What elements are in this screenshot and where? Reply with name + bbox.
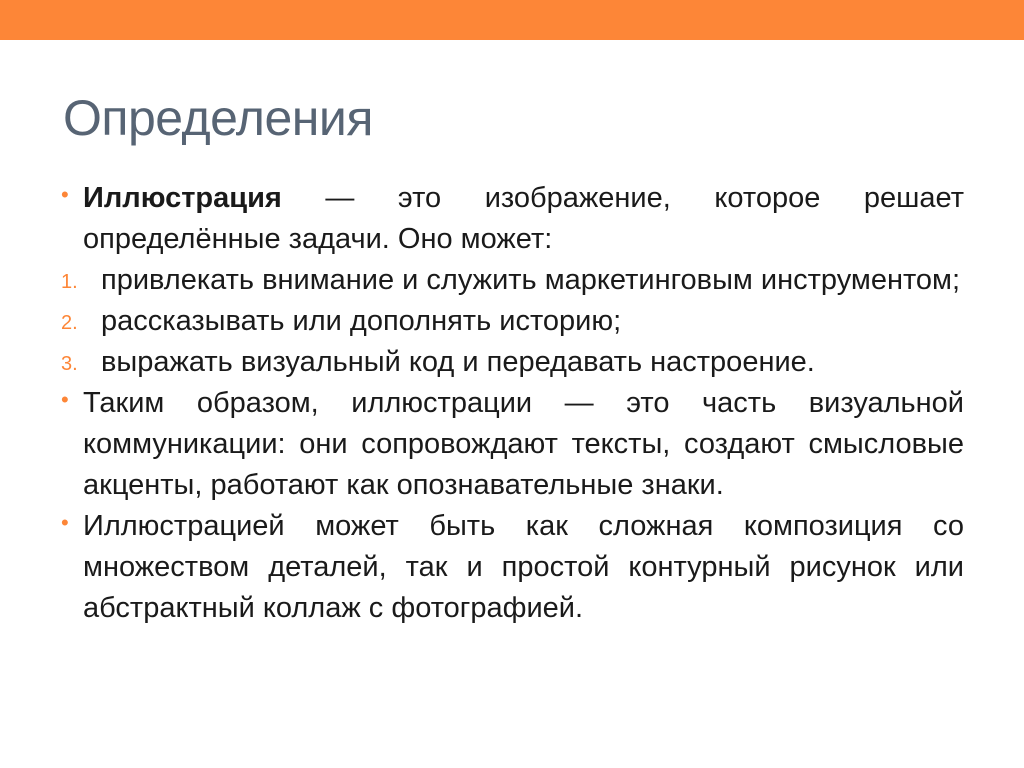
bullet-text: Иллюстрацией может быть как сложная композиция со множеством деталей, так и простой контурный рисунок или абстрактный коллаж с фотографией. <box>83 510 964 624</box>
bullet-paragraph-forms <box>61 506 964 629</box>
slide-body <box>61 178 964 629</box>
list-item-text: привлекать внимание и служить маркетинговым инструментом; <box>101 264 961 296</box>
list-item-text: рассказывать или дополнять историю; <box>101 305 622 337</box>
list-item-text: выражать визуальный код и передавать настроение. <box>101 346 815 378</box>
list-item <box>61 260 964 301</box>
list-number: 3. <box>61 353 78 375</box>
bullet-icon: • <box>61 387 69 412</box>
bullet-text: Таким образом, иллюстрации — это часть визуальной коммуникации: они сопровождают тексты, создают смысловые акценты, работают как опознавательные знаки. <box>83 387 964 501</box>
list-number: 2. <box>61 312 78 334</box>
bullet-icon: • <box>61 510 69 535</box>
bullet-icon: • <box>61 182 69 207</box>
accent-bar <box>0 0 1024 40</box>
bullet-paragraph-definition <box>61 178 964 260</box>
list-item <box>61 301 964 342</box>
list-number: 1. <box>61 271 78 293</box>
list-item <box>61 342 964 383</box>
slide-title: Определения <box>63 90 373 146</box>
definition-text: — это изображение, которое решает определённые задачи. Оно может: <box>83 182 964 255</box>
bullet-paragraph-summary <box>61 383 964 506</box>
term-bold: Иллюстрация <box>83 182 282 214</box>
